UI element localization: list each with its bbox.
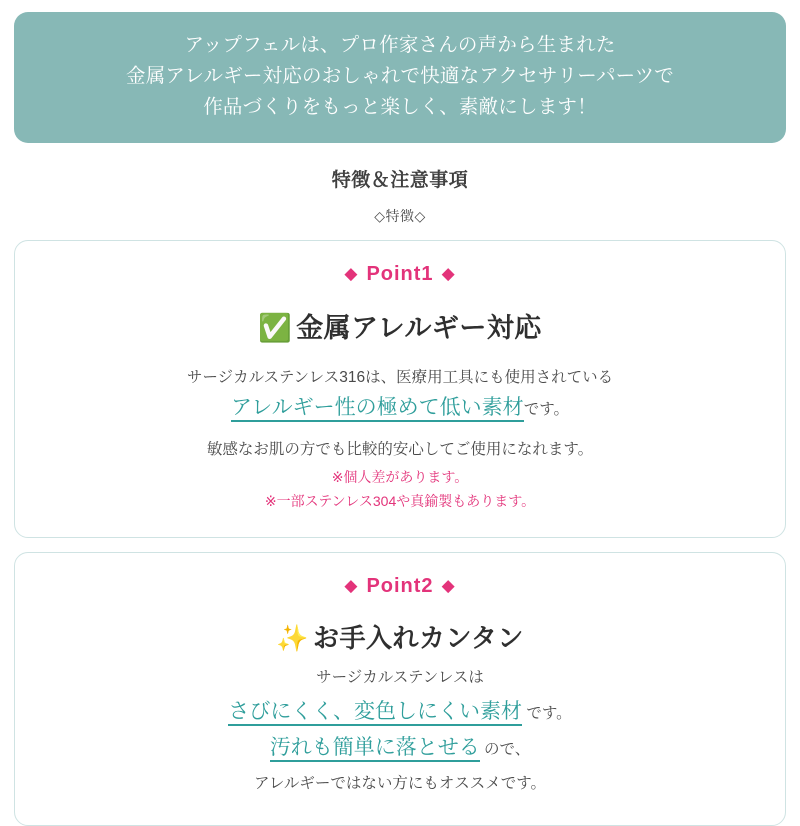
point-card-1 bbox=[14, 240, 786, 538]
point2-highlight-2-tail: ので、 bbox=[484, 741, 531, 758]
section-title: 特徴＆注意事項 bbox=[331, 170, 469, 191]
point2-line-1: サージカルステンレスは bbox=[316, 669, 484, 686]
diamond-icon-right: ◆ bbox=[441, 264, 456, 283]
hero-banner bbox=[14, 12, 786, 143]
point1-line-1: サージカルステンレス316は、医療用工具にも使用されている bbox=[186, 369, 614, 386]
point1-note-1: ※個人差があります。 bbox=[331, 469, 469, 485]
point2-headline-text: お手入れカンタン bbox=[312, 623, 524, 653]
point1-label-text: Point1 bbox=[366, 263, 434, 285]
page-root bbox=[0, 12, 800, 812]
point2-highlight-1: さびにくく、変色しにくい素材 bbox=[228, 700, 522, 726]
section-subtitle: ◇特徴◇ bbox=[374, 208, 426, 224]
sparkles-icon: ✨ bbox=[276, 623, 309, 653]
point2-highlight-1-tail: です。 bbox=[526, 705, 572, 722]
check-mark-icon: ✅ bbox=[258, 313, 293, 343]
hero-line-3: 作品づくりをもっと楽しく、素敵にします！ bbox=[203, 96, 597, 118]
point2-line-2: アレルギーではない方にもオススメです。 bbox=[253, 775, 547, 792]
point1-label bbox=[35, 263, 765, 286]
point1-headline bbox=[35, 306, 765, 345]
point2-label-text: Point2 bbox=[366, 575, 434, 597]
diamond-icon-right: ◆ bbox=[441, 576, 456, 595]
point2-label bbox=[35, 575, 765, 598]
diamond-icon-left: ◆ bbox=[344, 576, 359, 595]
point2-highlight-row-2 bbox=[35, 731, 765, 767]
point2-headline bbox=[35, 618, 765, 655]
point1-headline-text: 金属アレルギー対応 bbox=[296, 313, 542, 343]
point2-highlight-row-1 bbox=[35, 695, 765, 731]
diamond-icon-left: ◆ bbox=[344, 264, 359, 283]
point1-highlight-1: アレルギー性の極めて低い素材 bbox=[231, 396, 524, 422]
point1-line-2: 敏感なお肌の方でも比較的安心してご使用になれます。 bbox=[206, 441, 594, 458]
point1-highlight-row-1 bbox=[35, 393, 765, 425]
hero-line-2: 金属アレルギー対応のおしゃれで快適なアクセサリーパーツで bbox=[126, 65, 674, 87]
point1-note-2: ※一部ステンレス304や真鍮製もあります。 bbox=[264, 493, 536, 509]
point1-highlight-1-tail: です。 bbox=[523, 401, 569, 418]
point2-highlight-2: 汚れも簡単に落とせる bbox=[270, 736, 480, 762]
hero-line-1: アップフェルは、プロ作家さんの声から生まれた bbox=[184, 34, 616, 56]
point-card-2 bbox=[14, 552, 786, 826]
